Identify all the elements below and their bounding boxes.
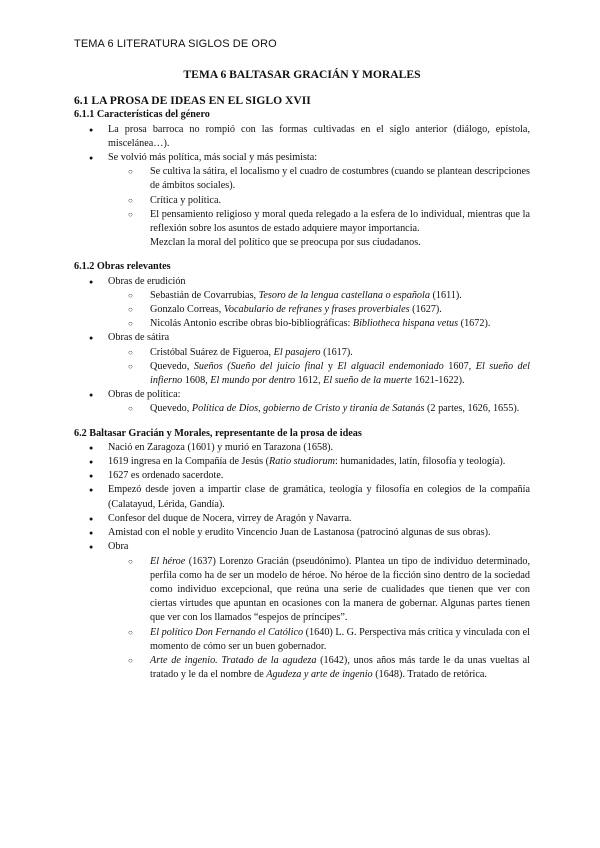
work-title: El héroe — [150, 555, 186, 567]
work-title: Agudeza y arte de ingenio — [266, 669, 373, 681]
works-list — [74, 275, 530, 417]
sub-list-item: ○ Se cultiva la sátira, el localismo y el cuadro de costumbres (cuando se plantean descripciones de ámbitos sociales). — [108, 165, 530, 193]
section-6-1-1-heading: 6.1.1 Características del género — [74, 109, 210, 121]
work-title: Vocabulario de refranes y frases proverbiales — [223, 304, 410, 316]
list-item-text: Se volvió más política, más social y más pesimista: — [108, 152, 318, 164]
sub-list-item: ○ Gonzalo Correas, Vocabulario de refranes y frases proverbiales (1627). — [108, 303, 530, 317]
sub-list-item: ○ Nicolás Antonio escribe obras bio-bibliográficas: Bibliotheca hispana vetus (1672). — [108, 317, 530, 331]
list-item — [74, 275, 530, 332]
sub-list-item: ○ El político Don Fernando el Católico (1640) L. G. Perspectiva más crítica y vinculada con el momento de cómo ser un buen gobernador. — [108, 626, 530, 654]
list-item — [74, 151, 530, 250]
sub-list — [108, 289, 530, 332]
biography-list — [74, 441, 530, 682]
work-title: Política de Dios, gobierno de Cristo y tiranía de Satanás — [191, 403, 425, 415]
work-title: Arte de ingenio. Tratado de la agudeza — [150, 654, 317, 666]
sub-list — [108, 346, 530, 389]
list-item — [74, 388, 530, 416]
list-item: ● Empezó desde joven a impartir clase de gramática, teología y filosofía en colegios de la compañía (Calatayud, Lérida, Gandía). — [74, 483, 530, 511]
sub-list-item: ○ Arte de ingenio. Tratado de la agudeza (1642), unos años más tarde le da unas vueltas al tratado y le da el nombre de Agudeza y arte de ingenio (1648). Tratado de retórica. — [108, 654, 530, 682]
list-item: ● 1619 ingresa en la Compañía de Jesús (Ratio studiorum: humanidades, latín, filosofía y teología). — [74, 455, 530, 469]
list-item: ● La prosa barroca no rompió con las formas cultivadas en el siglo anterior (diálogo, epístola, miscelánea…). — [74, 123, 530, 151]
sub-list-item: ○ El pensamiento religioso y moral queda relegado a la esfera de lo individual, mientras que la reflexión sobre los asuntos de estado adquiere mayor importancia. — [108, 208, 530, 236]
continuation-text: Mezclan la moral del político que se preocupa por sus ciudadanos. — [150, 237, 421, 249]
sub-list-item: ○ Sebastián de Covarrubias, Tesoro de la lengua castellana o española (1611). — [108, 289, 530, 303]
work-title: El pasajero — [273, 346, 321, 358]
list-item-text: Obras de sátira — [108, 332, 170, 344]
work-title: Ratio studiorum — [268, 456, 335, 468]
document-title: TEMA 6 BALTASAR GRACIÁN Y MORALES — [183, 68, 421, 81]
work-title: El sueño del infierno — [150, 360, 530, 387]
list-item: ● Amistad con el noble y erudito Vincencio Juan de Lastanosa (patrocinó algunas de sus obras). — [74, 526, 530, 540]
work-title: Sueños (Sueño del juicio final — [193, 360, 324, 372]
sub-list-item: ○ Quevedo, Sueños (Sueño del juicio final y El alguacil endemoniado 1607, El sueño del infierno 1608, El mundo por dentro 1612, El sueño de la muerte 1621-1622). — [108, 360, 530, 388]
work-title: Tesoro de la lengua castellana o española — [258, 289, 430, 301]
section-6-2-heading: 6.2 Baltasar Gracián y Morales, representante de la prosa de ideas — [74, 427, 362, 439]
sub-list — [108, 165, 530, 236]
document-body — [74, 68, 530, 682]
list-item — [74, 331, 530, 388]
list-item: ● Confesor del duque de Nocera, virrey de Aragón y Navarra. — [74, 512, 530, 526]
list-item — [74, 540, 530, 682]
sub-list-item: ○ El héroe (1637) Lorenzo Gracián (pseudónimo). Plantea un tipo de individuo determinado, perfila como ha de ser un modelo de héroe. No héroe de la ficción sino dentro de la sociedad como individuo excepcional, que reúna una serie de cualidades que tienen que ver con ciertas virtudes que apuntan en ocasiones con la manera de gobernar. Algunas partes tienen que ver con los llamados “espejos de príncipes”. — [108, 555, 530, 626]
sub-list-item: ○ Quevedo, Política de Dios, gobierno de Cristo y tiranía de Satanás (2 partes, 1626, 1655). — [108, 402, 530, 416]
work-title: El político Don Fernando el Católico — [150, 626, 304, 638]
features-list — [74, 123, 530, 251]
work-title: Bibliotheca hispana vetus — [352, 318, 459, 330]
work-title: El sueño de la muerte — [323, 375, 412, 387]
list-item: ● 1627 es ordenado sacerdote. — [74, 469, 530, 483]
running-header: TEMA 6 LITERATURA SIGLOS DE ORO — [74, 38, 277, 50]
list-item-text: Obras de política: — [108, 389, 181, 401]
section-6-1-2-heading: 6.1.2 Obras relevantes — [74, 261, 171, 273]
list-item-text: Obras de erudición — [108, 275, 186, 287]
section-6-1-heading: 6.1 LA PROSA DE IDEAS EN EL SIGLO XVII — [74, 94, 311, 108]
list-item: ● Nació en Zaragoza (1601) y murió en Tarazona (1658). — [74, 441, 530, 455]
sub-list — [108, 402, 530, 416]
work-title: El mundo por dentro — [210, 375, 296, 387]
sub-list-item: ○ Cristóbal Suárez de Figueroa, El pasajero (1617). — [108, 346, 530, 360]
list-item-text: Obra — [108, 541, 129, 553]
sub-list-item: ○ Crítica y política. — [108, 194, 530, 208]
work-title: El alguacil endemoniado — [337, 360, 444, 372]
sub-list — [108, 555, 530, 683]
